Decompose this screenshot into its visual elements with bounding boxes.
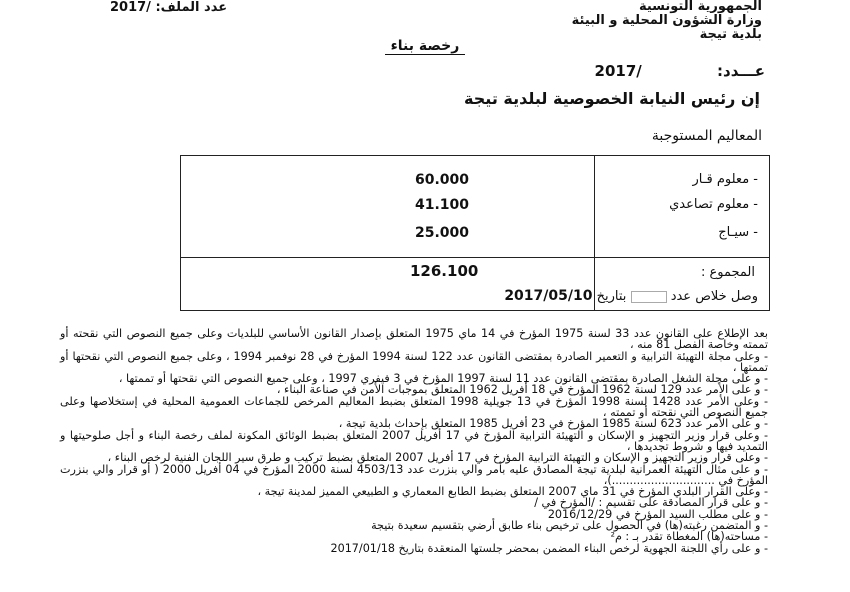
legal-paragraph: - وعلى مجلة التهيئة الترابية و التعمير الصادرة بمقتضى القانون عدد 122 لسنة 1994 المؤرخ في 28 نوفمبر 1994 ، وعلى جميع النصوص التي نقحتها أو تممتها ، [60,349,768,374]
fee-value-progressive: 41.100 [415,197,470,213]
fees-heading: المعاليم المستوجبة [651,128,762,144]
legal-paragraph: - وعلى القرار البلدي المؤرخ في 31 ماي 2007 المتعلق بضبط الطابع المعماري و الطبيعي المميز لمدينة تيجة ، [257,485,768,499]
receipt-label: وصل خلاص عدد [670,289,758,304]
legal-paragraph: - و على الأمر عدد 623 لسنة 1985 المؤرخ في 23 أفريل 1985 المتعلق بإحداث بلدية تيجة ، [338,417,768,431]
legal-paragraph: بعد الإطلاع على القانون عدد 33 لسنة 1975 المؤرخ في 14 ماي 1975 المتعلق بإصدار القانون الأساسي للبلديات وعلى جميع النصوص التي نقحته أو تممته وخاصة الفصل 81 منه ، [60,327,768,352]
total-value: 126.100 [410,262,479,280]
legal-paragraph: - و على مطلب السيد المؤرخ في 2016/12/29 [547,507,768,521]
file-number-value: 2017/ [110,0,151,15]
fee-value-fixed: 60.000 [415,172,470,188]
document-number [595,62,765,80]
fees-table-separator [181,257,769,258]
fees-table-divider [594,156,595,310]
country-name: الجمهورية التونسية [638,0,762,14]
receipt-date: 2017/05/10 [504,288,593,304]
legal-paragraph: - و على قرار المصادقة على تقسيم : /المؤرخ في / [534,496,768,510]
document-title: رخصة بناء [385,38,466,55]
document-title-wrap [0,38,850,54]
receipt-date-label: بتاريخ [596,289,627,304]
ministry-name: وزارة الشؤون المحلية و البيئة [571,13,762,28]
legal-paragraph: - وعلى قرار وزير التجهيز و الإسكان و التهيئة الترابية المؤرخ في 17 أفريل 2007 المتعلق بضبط الوثائق المكونة لملف رخصة البناء و أجل صلوحيتها و التمديد فيها و شروط تجديدها ، [60,428,769,453]
legal-paragraph: - و على الأمر عدد 129 لسنة 1962 المؤرخ في 18 أفريل 1962 المتعلق بموجبات الأمن في صناعة البناء ، [276,383,768,397]
fee-value-fence: 25.000 [415,225,470,241]
file-number [60,0,227,15]
document-number-value: 2017/ [594,62,642,80]
document-number-label: عـــدد: [717,62,765,80]
legal-paragraph: - و على مجلة الشغل الصادرة بمقتضى القانون عدد 11 لسنة 1997 المؤرخ في 3 فيفري 1997 ، وعلى جميع النصوص التي نقحتها أو تممتها ، [118,372,768,386]
payment-receipt [504,288,758,304]
legal-paragraph: - و المتضمن رغبته(ها) في الحصول على ترخيص بناء طابق أرضي بتقسيم سعيدة بتيجة [371,519,768,533]
legal-paragraph: - و على رأي اللجنة الجهوية لرخص البناء المضمن بمحضر جلستها المنعقدة بتاريخ 2017/01/18 [330,541,768,555]
fee-label-fence: - سيـاج [718,225,758,240]
legal-paragraph: - و على مثال التهيئة العمرانية لبلدية تيجة المصادق عليه بأمر والي بنزرت عدد 4503/13 لسنة 2000 المؤرخ في 04 أفريل 2000 ( أو قرار والي بنزرت المؤرخ في .............................)، [60,462,768,487]
redacted-box [631,291,667,303]
addressee: إن رئيس النيابة الخصوصية لبلدية تيجة [464,89,760,108]
file-number-label: عدد الملف: [155,0,228,15]
municipality-name: بلدية تيجة [699,27,762,42]
legal-paragraph: - مساحته(ها) المغطاة تقدر بـ : م² [610,530,768,544]
legal-paragraph: - وعلى الأمر عدد 1428 لسنة 1998 المؤرخ في 13 جويلية 1998 المتعلق بضبط المعاليم المرخص للجماعات العمومية المحلية في إستخلاصها وعلى جميع النصوص التي نقحته أو تممته ، [60,394,768,420]
fee-label-fixed: - معلوم قـار [692,172,758,187]
legal-references [60,328,768,554]
issuer-block [572,0,762,42]
fee-label-progressive: - معلوم تصاعدي [669,197,758,212]
total-label: المجموع : [701,265,755,280]
legal-paragraph: - وعلى قرار وزير التجهيز و الإسكان و التهيئة الترابية المؤرخ في 17 أفريل 2007 المتعلق بضبط تركيب و طرق سير اللجان الفنية لرخص البناء ، [107,451,768,465]
